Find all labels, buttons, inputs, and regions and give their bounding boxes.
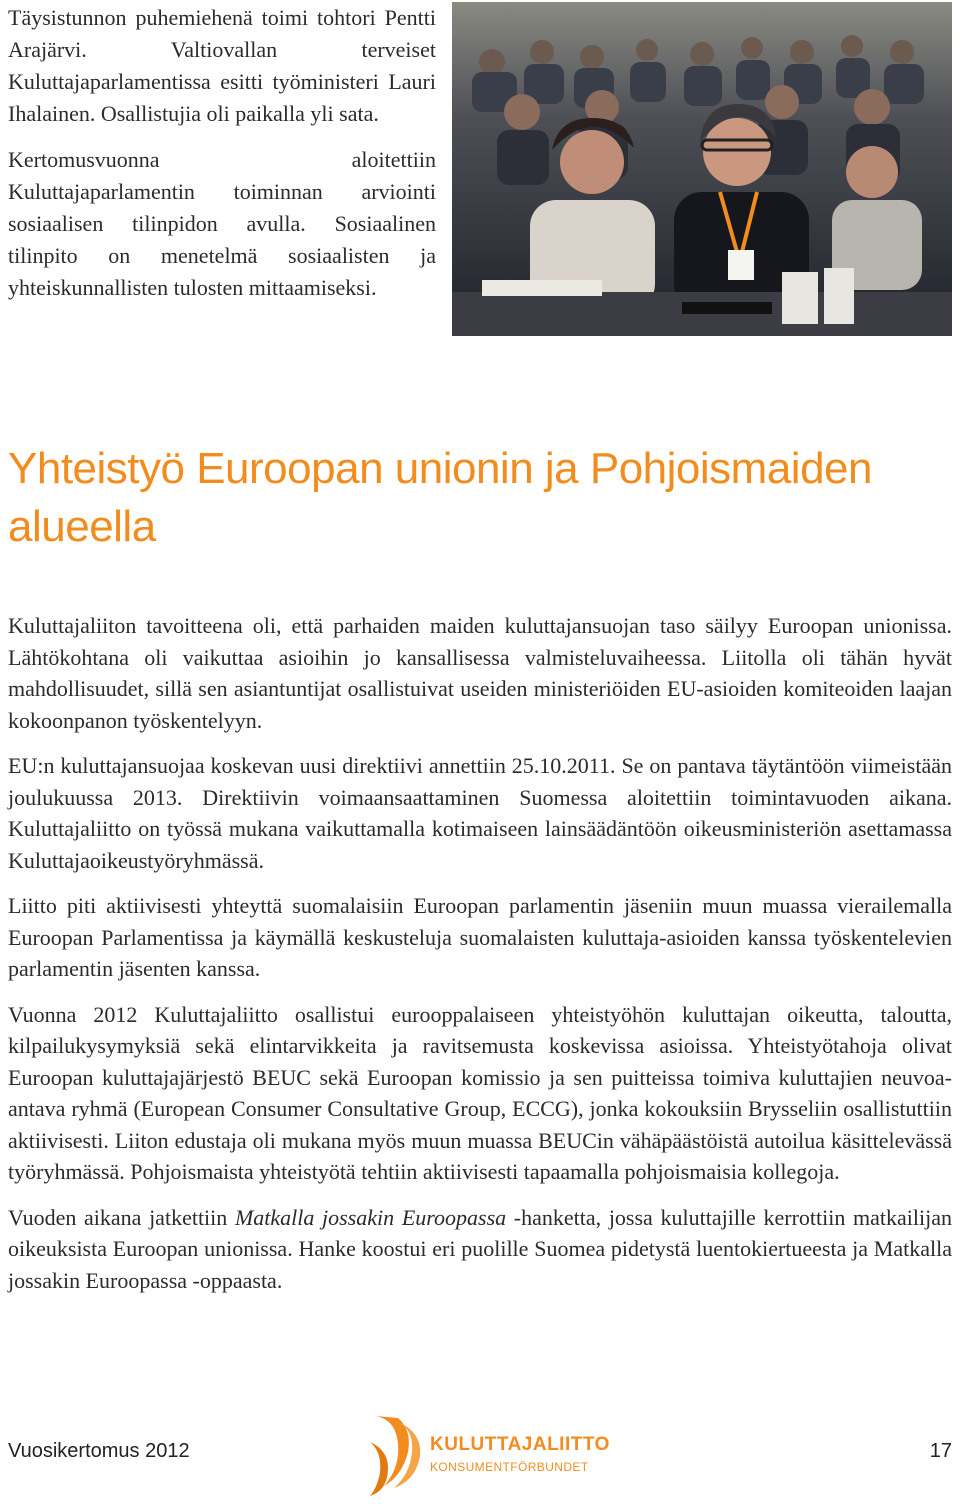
page-number: 17 xyxy=(929,1440,952,1462)
project-title: Matkalla jossakin Euroopassa xyxy=(234,1204,507,1230)
body-paragraph-4: Vuonna 2012 Kuluttajaliitto osallistui eurooppalaiseen yhteistyöhön kuluttajan oikeutta, taloutta, kilpailukysymyksiä sekä elintarvikkeita ja ravitsemusta koskevissa asioissa. Yhteistyötahoja olivat Euroopan kuluttajajärjestö BEUC sekä Euroopan komissio ja sen puitteissa toimiva kuluttajien neuvoa-antava ryhmä (European Consumer Consultative Group, ECCG), jonka kokouksiin Brysseliin osallistuttiin aktiivisesti. Liiton edustaja oli mukana myös muun muassa BEUCin vähäpäästöistä autoilua käsittelevässä työryhmässä. Pohjoismaista yhteistyötä tehtiin aktiivisesti tapaamalla pohjoismaisia kollegoja. xyxy=(8,1001,952,1184)
body-paragraph-1: Kuluttajaliiton tavoitteena oli, että parhaiden maiden kuluttajansuojan taso säilyy Euroopan unionissa. Lähtökohtana oli vaikuttaa asioihin jo kansallisessa valmisteluvaiheessa. Liitolla oli tähän hyvät mahdollisuudet, sillä sen asiantuntijat osallistuivat useiden ministeriöiden EU-asioiden komiteoiden laajan kokoonpanon työskentelyyn. xyxy=(8,613,952,733)
intro-column xyxy=(8,2,436,318)
intro-paragraph-2: Kertomusvuonna aloitettiin Kuluttajaparlamentin toiminnan arviointi sosiaalisen tilinpidon avulla. Sosiaalinen tilinpito on menetelmä sosiaalisten ja yhteiskunnallisten tulosten mittaamiseksi. xyxy=(8,147,436,300)
body-paragraph-5 xyxy=(8,1202,952,1297)
conference-photo-illustration xyxy=(452,2,952,336)
body-paragraph-3: Liitto piti aktiivisesti yhteyttä suomalaisiin Euroopan parlamentin jäseniin muun muassa vierailemalla Euroopan Parlamentissa ja käymällä keskusteluja suomalaisten kuluttaja-asioiden kanssa työskentelevien parlamentin jäsenten kanssa. xyxy=(8,893,952,981)
body-paragraph-2: EU:n kuluttajansuojaa koskevan uusi direktiivi annettiin 25.10.2011. Se on pantava täytäntöön viimeistään joulukuussa 2013. Direktiivin voimaansaattaminen Suomessa aloitettiin toimintavuoden aikana. Kuluttajaliitto on työssä mukana vaikuttamalla kotimaiseen lainsäädäntöön oikeusministeriön asettamassa Kuluttajaoikeustyöryhmässä. xyxy=(8,753,952,873)
kuluttajaliitto-logo-icon xyxy=(368,1412,430,1502)
intro-paragraph-1: Täysistunnon puhemiehenä toimi tohtori Pentti Arajärvi. Valtiovallan terveiset Kuluttajaparlamentissa esitti työministeri Lauri Ihalainen. Osallistujia oli paikalla yli sata. xyxy=(8,5,436,126)
body-paragraph-5-start: Vuoden aikana jatkettiin xyxy=(8,1204,235,1230)
kuluttajaliitto-logo xyxy=(368,1412,610,1502)
body-paragraph-5-end: -hanketta, jossa kuluttajille kerrottiin matkailijan oikeuksista Euroopan unionissa. Hanke koostui eri puolille Suomea pidetystä luentokiertueesta ja Matkalla jossakin Euroopassa -oppaasta. xyxy=(8,1204,952,1293)
section-heading: Yhteistyö Euroopan unionin ja Pohjoismaiden alueella xyxy=(8,444,872,551)
report-title: Vuosikertomus 2012 xyxy=(8,1440,190,1462)
logo-name: KULUTTAJALIITTO xyxy=(430,1434,610,1455)
conference-photo xyxy=(452,2,952,336)
logo-subtitle: KONSUMENTFÖRBUNDET xyxy=(430,1460,589,1474)
section-body xyxy=(8,610,952,1310)
